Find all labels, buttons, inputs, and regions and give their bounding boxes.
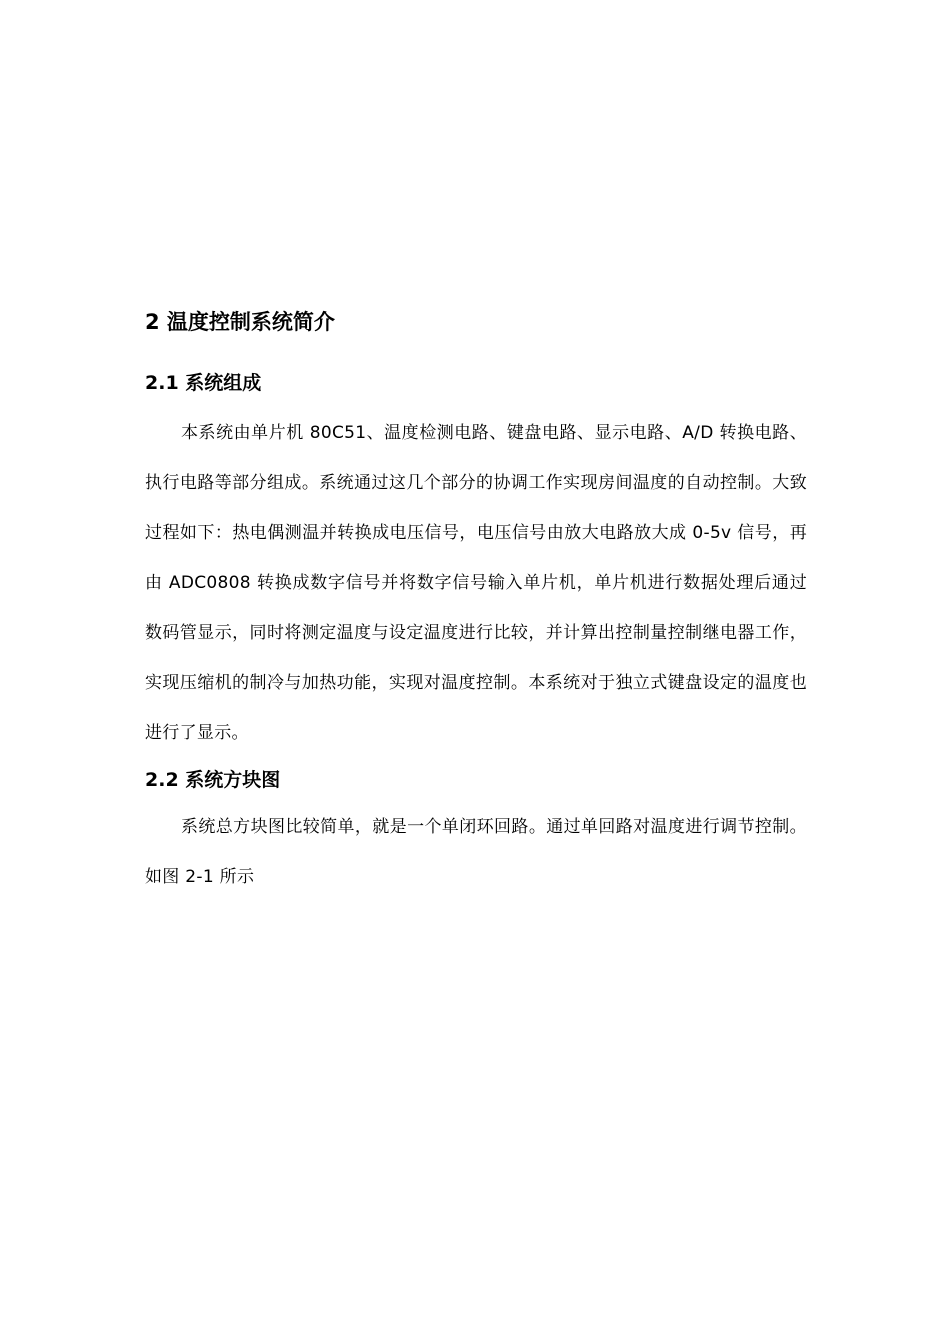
section-paragraph-system-composition: 本系统由单片机 80C51、温度检测电路、键盘电路、显示电路、A/D 转换电路、执行电路等部分组成。系统通过这几个部分的协调工作实现房间温度的自动控制。大致过程如下：热电偶测温并转换成电压信号，电压信号由放大电路放大成 0-5v 信号，再由 ADC0808 转换成数字信号并将数字信号输入单片机，单片机进行数据处理后通过数码管显示，同时将测定温度与设定温度进行比较，并计算出控制量控制继电器工作，实现压缩机的制冷与加热功能，实现对温度控制。本系统对于独立式键盘设定的温度也进行了显示。 [145, 423, 807, 743]
page-content [145, 306, 807, 902]
section-heading-block-diagram: 2.2 系统方块图 [145, 769, 281, 791]
section-heading-system-composition: 2.1 系统组成 [145, 372, 262, 394]
section-paragraph-block-diagram: 系统总方块图比较简单，就是一个单闭环回路。通过单回路对温度进行调节控制。如图 2-1 所示 [145, 817, 807, 887]
chapter-heading: 2 温度控制系统简介 [145, 310, 335, 334]
